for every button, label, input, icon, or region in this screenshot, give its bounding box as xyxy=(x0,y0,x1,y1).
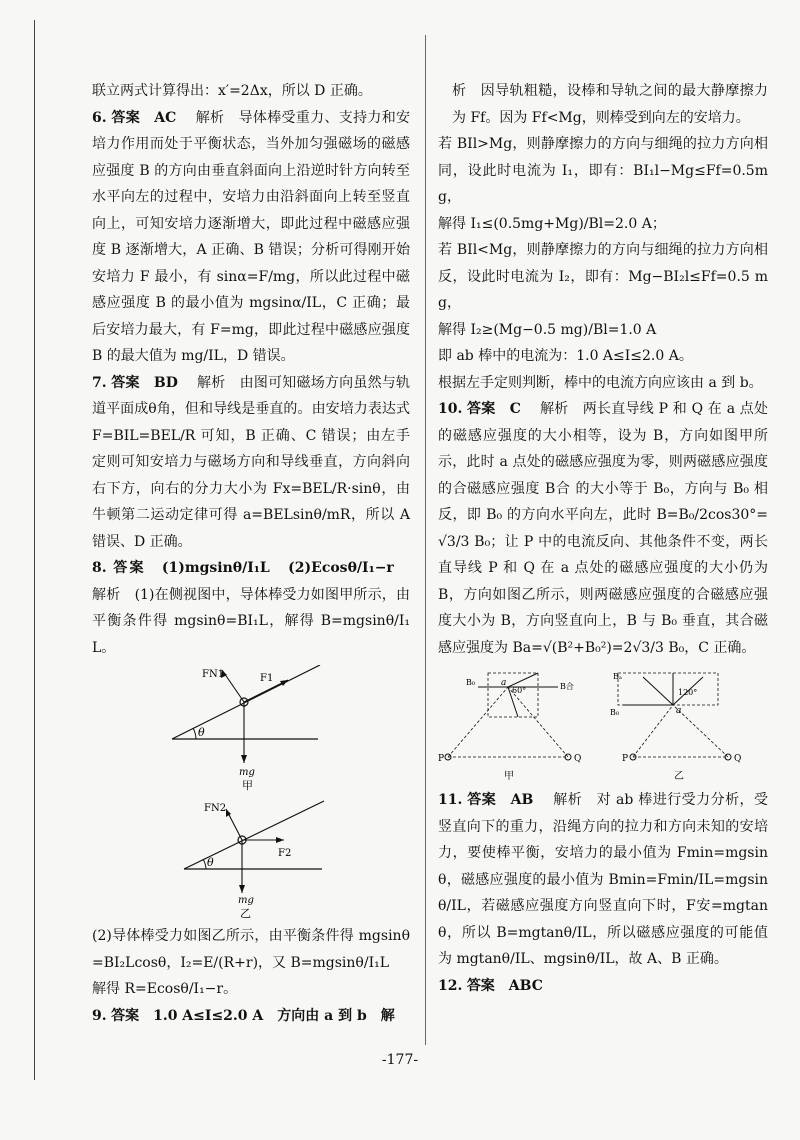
q8-explanation: 解析 (1)在侧视图中，导体棒受力如图甲所示，由平衡条件得 mgsinθ=BI₁L，解得 B=mgsinθ/I₁L。 xyxy=(92,586,410,656)
fn2-label: FN2 xyxy=(204,803,227,814)
figure-10-yi xyxy=(610,672,741,782)
figure-10-jia xyxy=(438,673,581,782)
q6-answer: 答案 AC xyxy=(111,109,191,126)
q-label: Q xyxy=(734,754,742,764)
fn1-label: FN1 xyxy=(202,669,225,680)
right-column xyxy=(438,78,768,999)
q8-answer: 答案 (1)mgsinθ/I₁L (2)Ecosθ/I₁−r xyxy=(113,560,410,576)
line-q5-end: 联立两式计算得出：x′=2Δx，所以 D 正确。 xyxy=(92,83,372,99)
point-a-label: a xyxy=(501,678,507,688)
incline-line xyxy=(172,665,320,739)
q9-explanation-cont: 析 因导轨粗糙，设棒和导轨之间的最大静摩擦力为 Ff。因为 Ff<Mg，则棒受到向左的安培力。 xyxy=(452,83,768,126)
q8-part2-result: 解得 R=Ecosθ/I₁−r。 xyxy=(92,981,238,997)
f1-label: F1 xyxy=(260,673,274,684)
mg-label: mg xyxy=(238,895,254,906)
left-column xyxy=(92,78,410,1029)
angle-arc xyxy=(203,859,206,869)
parallelogram xyxy=(488,673,538,717)
mg-label: mg xyxy=(239,767,255,778)
q9-answer: 答案 1.0 A≤I≤2.0 A 方向由 a 到 b 解 xyxy=(111,1007,395,1024)
q9-range: 即 ab 棒中的电流为：1.0 A≤I≤2.0 A。 xyxy=(438,348,693,364)
q8-number: 8. xyxy=(92,560,107,576)
gravity-arrowhead xyxy=(239,885,245,893)
q11-answer: 答案 AB xyxy=(467,792,549,808)
angle-arc xyxy=(193,728,196,739)
normal-arrowhead xyxy=(226,809,231,817)
answer-q10 xyxy=(438,396,768,661)
answer-q11 xyxy=(438,787,768,973)
figure-yi-caption: 乙 xyxy=(240,907,251,919)
figure-8-yi xyxy=(92,797,410,919)
column-divider xyxy=(425,35,426,1045)
answer-q7 xyxy=(92,370,410,556)
ampere-arrowhead xyxy=(280,680,288,686)
q11-number: 11. xyxy=(438,792,463,808)
q8-part2: (2)导体棒受力如图乙所示，由平衡条件得 mgsinθ=BI₂Lcosθ，I₂=E/(R+r)，又 B=mgsinθ/I₁L xyxy=(92,928,410,971)
figure-jia-caption: 甲 xyxy=(242,779,253,792)
q11-explanation: 解析 对 ab 棒进行受力分析，受竖直向下的重力，沿绳方向的拉力和方向未知的安培力，要使棒平衡，安培力的最小值为 Fmin=mgsinθ，磁感应强度的最小值为 Bmin=Fmin/IL=mgsinθ/IL，若磁感应强度方向竖直向下时，F安=mgtanθ，所以 B=mgtanθ/IL，所以磁感应强度的可能值为 mgtanθ/IL、mgsinθ/IL，故 A、B 正确。 xyxy=(438,792,768,967)
q6-number: 6. xyxy=(92,109,107,126)
p-label: P xyxy=(438,754,445,764)
answer-q9 xyxy=(92,1003,410,1030)
answer-q12 xyxy=(438,973,768,1000)
figure-10-yi-caption: 乙 xyxy=(674,771,684,782)
answer-q6 xyxy=(92,105,410,370)
q12-answer: 答案 ABC xyxy=(466,977,543,994)
angle-120-label: 120° xyxy=(678,688,698,697)
q9-case1-result: 解得 I₁≤(0.5mg+Mg)/Bl=2.0 A； xyxy=(438,215,666,232)
point-a-label: a xyxy=(676,706,682,716)
q10-explanation: 解析 两长直导线 P 和 Q 在 a 点处的磁感应强度的大小相等，设为 B，方向如图甲所示，此时 a 点处的磁感应强度为零，则两磁感应强度的合磁感应强度 B合 的大小等于 B₀，方向与 B₀ 相反，即 B₀ 的方向水平向左，此时 B=B₀/2cos30°=√3/3 B₀；让 P 中的电流反向、其他条件不变，两长直导线 P 和 Q 在 a 点处的磁感应强度的大小仍为 B，方向如图乙所示，则两磁感应强度的合磁感应强度大小为 B，方向竖直向上，B 与 B₀ 垂直，其合磁感应强度为 Ba=√(B²+B₀²)=2√3/3 B₀，C 正确。 xyxy=(438,401,768,656)
q7-answer: 答案 BD xyxy=(111,374,193,391)
q9-case1: 若 BIl>Mg，则静摩擦力的方向与细绳的拉力方向相同，设此时电流为 I₁，即有：BI₁l−Mg≤Ff=0.5mg， xyxy=(438,136,768,205)
q9-number: 9. xyxy=(92,1007,107,1024)
b0-label: B₀ xyxy=(466,678,476,687)
ampere-arrowhead xyxy=(276,837,284,843)
b-he-label: B合 xyxy=(560,682,574,691)
theta-label: θ xyxy=(198,726,205,739)
q10-answer: 答案 C xyxy=(467,401,536,417)
q9-direction: 根据左手定则判断，棒中的电流方向应该由 a 到 b。 xyxy=(438,374,763,391)
f2-label: F2 xyxy=(278,848,292,859)
ba-label: Bₐ xyxy=(613,672,622,681)
q-a-link xyxy=(508,687,568,757)
gravity-arrowhead xyxy=(241,755,247,763)
b0-label: B₀ xyxy=(610,708,620,717)
answer-q8 xyxy=(92,555,410,661)
q10-number: 10. xyxy=(438,401,463,417)
q7-number: 7. xyxy=(92,374,107,391)
angle-60-label: 60° xyxy=(512,686,527,695)
left-margin-rule xyxy=(34,20,35,1080)
q12-number: 12. xyxy=(438,977,463,994)
figure-10 xyxy=(438,665,768,783)
p-label: P xyxy=(622,754,629,764)
b-vector-1 xyxy=(508,673,538,687)
p-a-link xyxy=(633,705,673,757)
b-vector-1 xyxy=(643,677,673,705)
figure-8-jia xyxy=(92,665,410,793)
p-a-link xyxy=(448,687,508,757)
figure-10-jia-caption: 甲 xyxy=(504,771,514,782)
q7-explanation: 解析 由图可知磁场方向虽然与轨道平面成θ角，但和导线是垂直的。由安培力表达式 F=BIL=BEL/R 可知，B 正确、C 错误；由左手定则可知安培力与磁场方向和导线垂直，方向斜向右下方，向右的分力大小为 Fx=BEL/R·sinθ，由牛顿第二运动定律可得 a=BELsinθ/mR，所以 A 错误、D 正确。 xyxy=(92,374,411,550)
q6-explanation: 解析 导体棒受重力、支持力和安培力作用而处于平衡状态，当外加匀强磁场的磁感应强度 B 的方向由垂直斜面向上沿逆时针方向转至水平向左的过程中，安培力由沿斜面向上转至竖直向上，可知安培力逐渐增大，即此过程中磁感应强度 B 逐渐增大，A 正确、B 错误；分析可得刚开始安培力 F 最小，有 sinα=F/mg，所以此过程中磁感应强度 B 的最小值为 mgsinα/IL，C 正确；最后安培力最大，有 F=mg，即此过程中磁感应强度 B 的最大值为 mg/IL，D 错误。 xyxy=(92,109,411,364)
theta-label: θ xyxy=(207,856,214,869)
q9-case2: 若 BIl<Mg，则静摩擦力的方向与细绳的拉力方向相反，设此时电流为 I₂，即有：Mg−BI₂l≤Ff=0.5 mg， xyxy=(438,242,768,311)
page-number: -177- xyxy=(381,1052,419,1068)
q-label: Q xyxy=(574,754,582,764)
q9-case2-result: 解得 I₂≥(Mg−0.5 mg)/Bl=1.0 A xyxy=(438,321,657,338)
